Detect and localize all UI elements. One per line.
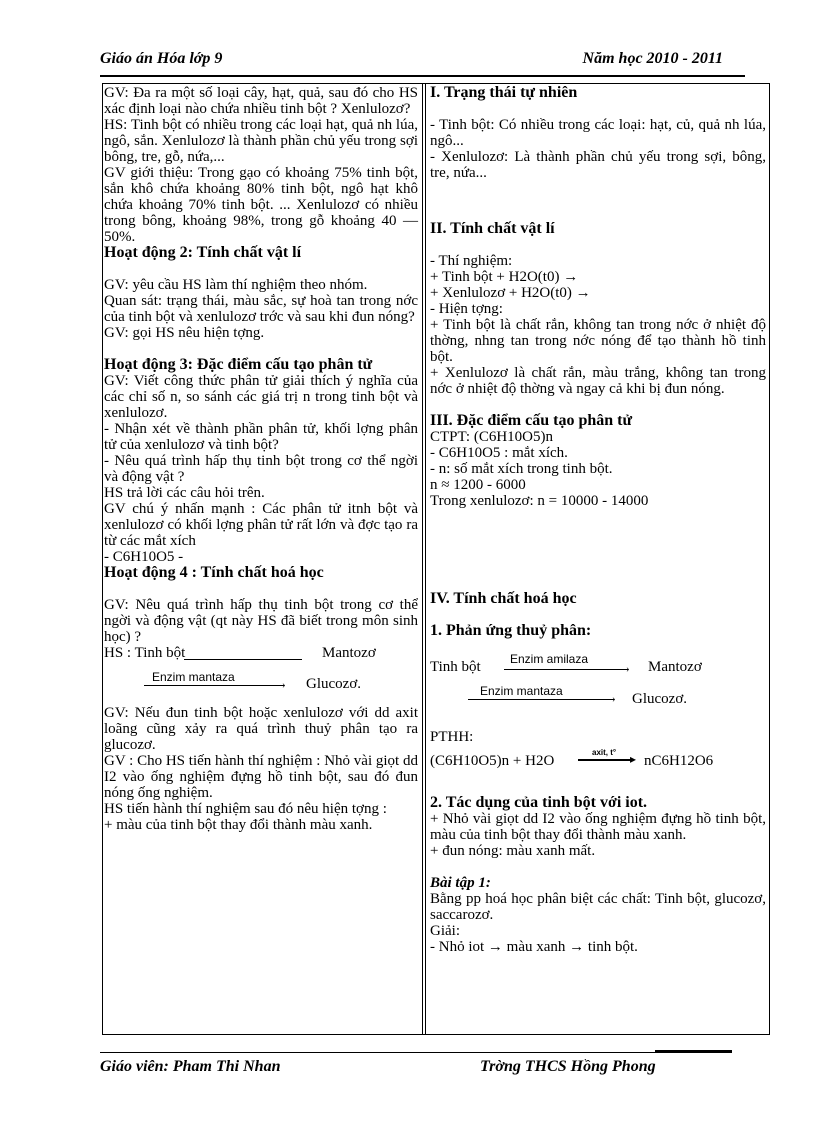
product-label: Mantozơ [648,659,702,675]
reaction-arrow [184,659,302,660]
enzyme-label: Enzim mantaza [480,684,563,698]
paragraph: GV : Cho HS tiến hành thí nghiệm : Nhỏ vài giọt dd I2 vào ống nghiệm đựng hồ tinh bột, sau đó đun nóng ống nghiệm. [104,753,418,801]
reactant-label: Tinh bột [430,659,481,675]
activity-2-title: Hoạt động 2: Tính chất vật lí [104,244,302,261]
paragraph: Bằng pp hoá học phân biệt các chất: Tinh bột, glucozơ, saccarozơ. [430,891,766,923]
page-header [100,50,745,72]
paragraph: - C6H10O5 - [104,549,184,565]
paragraph: GV: Nêu quá trình hấp thụ tinh bột trong cơ thể ngời và động vật (qt này HS đã biết trong môn sinh học) ? [104,597,418,645]
equation-right: nC6H12O6 [644,753,714,769]
section-1-title: I. Trạng thái tự nhiên [430,84,578,101]
content-column [430,85,766,955]
footer-school: Trờng THCS Hồng Phong [480,1058,656,1075]
reaction-row [104,645,418,663]
reaction-arrow [578,759,632,761]
paragraph: CTPT: (C6H10O5)n [430,429,554,445]
column-divider-inner [425,83,426,1035]
reaction-row-2 [104,663,418,697]
paragraph: Quan sát: trạng thái, màu sắc, sự hoà tan trong nớc của tinh bột và xenlulozơ trớc và sau khi đun nóng? [104,293,418,325]
header-year: Năm học 2010 - 2011 [582,50,723,67]
paragraph: + Tinh bột + H2O(t0) → [430,269,579,285]
subsection-hydrolysis: 1. Phản ứng thuỷ phân: [430,622,592,639]
column-divider [422,83,423,1035]
paragraph: + Xenlulozơ + H2O(t0) → [430,285,591,301]
paragraph: GV: Viết công thức phân tử giải thích ý nghĩa của các chỉ số n, so sánh các giá trị n trong tinh bột và xenlulozơ. [104,373,418,421]
equation-left: (C6H10O5)n + H2O [430,753,555,769]
paragraph: + Nhỏ vài giọt dd I2 vào ống nghiệm đựng hồ tinh bột, màu của tinh bột thay đổi thành màu xanh. [430,811,766,843]
condition-icon: axit, t° [592,748,617,757]
footer-teacher: Giáo viên: Pham Thi Nhan [100,1058,281,1075]
section-4-title: IV. Tính chất hoá học [430,590,577,607]
reaction-arrow [468,699,614,700]
paragraph: Giải: [430,923,460,939]
section-2-title: II. Tính chất vật lí [430,220,555,237]
paragraph: - Nhỏ iot → màu xanh → tinh bột. [430,939,638,955]
reaction-arrow [144,685,284,686]
paragraph: - n: số mắt xích trong tinh bột. [430,461,613,477]
hydrolysis-step-1 [430,651,766,677]
footer-rule [100,1052,655,1053]
hydrolysis-step-2 [430,677,766,713]
paragraph: - Xenlulozơ: Là thành phần chủ yếu trong sợi, bông, tre, nứa... [430,149,766,181]
paragraph: - Nhận xét về thành phần phân tử, khối lợng phân tử của xenlulozơ và tinh bột? [104,421,418,453]
footer-rule-thick [655,1050,732,1053]
paragraph: GV: Đa ra một số loại cây, hạt, quả, sau đó cho HS xác định loại nào chứa nhiều tinh bột ? Xenlulozơ? [104,85,418,117]
arrow-head-icon: › [282,679,286,691]
paragraph: - Hiện tợng: [430,301,503,317]
arrow-head-icon: › [612,693,616,705]
header-rule [100,75,745,77]
subsection-iodine: 2. Tác dụng của tinh bột với iot. [430,794,648,811]
paragraph: + màu của tinh bột thay đổi thành màu xanh. [104,817,373,833]
arrow-head-icon: › [626,663,630,675]
reaction-arrow [504,669,628,670]
paragraph: GV: Nếu đun tinh bột hoặc xenlulozơ với dd axit loãng cũng xảy ra quá trình thuỷ phân tạo ra glucozơ. [104,705,418,753]
paragraph: HS: Tinh bột có nhiều trong các loại hạt, quả nh lúa, ngô, sắn. Xenlulozơ là thành phần chủ yếu trong sợi bông, tre, gỗ, nứa,... [104,117,418,165]
paragraph: GV giới thiệu: Trong gạo có khoảng 75% tinh bột, sắn khô chứa khoảng 80% tinh bột, ngô hạt khô chứa khoảng 70% tinh bột. ... Xenlulozơ có nhiều trong bông, khoảng 98%, trong gỗ khoảng 40 — 50%. [104,165,418,245]
reaction-product: Glucozơ. [306,676,361,692]
header-subject: Giáo án Hóa lớp 9 [100,50,223,67]
activity-3-title: Hoạt động 3: Đặc điểm cấu tạo phân tử [104,356,373,373]
hydrolysis-equation [430,745,766,771]
paragraph: GV: gọi HS nêu hiện tợng. [104,325,265,341]
paragraph: GV: yêu cầu HS làm thí nghiệm theo nhóm. [104,277,368,293]
activity-4-title: Hoạt động 4 : Tính chất hoá học [104,564,324,581]
paragraph: - Tinh bột: Có nhiều trong các loại: hạt, củ, quả nh lúa, ngô... [430,117,766,149]
paragraph: - C6H10O5 : mắt xích. [430,445,568,461]
paragraph: + Xenlulozơ là chất rắn, màu trắng, không tan trong nớc ở nhiệt độ thờng và ngay cả khi bị đun nóng. [430,365,766,397]
product-label: Glucozơ. [632,691,687,707]
section-3-title: III. Đặc điểm cấu tạo phân tử [430,412,633,429]
teacher-activities-column [104,85,418,833]
paragraph: + đun nóng: màu xanh mất. [430,843,596,859]
exercise-title: Bài tập 1: [430,875,491,891]
reaction-product: Mantozơ [322,645,376,661]
paragraph: - Thí nghiệm: [430,253,513,269]
enzyme-label: Enzim mantaza [152,670,235,684]
paragraph: + Tinh bột là chất rắn, không tan trong nớc ở nhiệt độ thờng, nhng tan trong nớc nóng để tạo thành hồ tinh bột. [430,317,766,365]
paragraph: GV chú ý nhấn mạnh : Các phân tử itnh bột và xenlulozơ có khối lợng phân tử rất lớn và đợc tạo ra từ các mắt xích [104,501,418,549]
paragraph: n ≈ 1200 - 6000 [430,477,526,493]
paragraph: PTHH: [430,729,474,745]
paragraph: Trong xenlulozơ: n = 10000 - 14000 [430,493,649,509]
paragraph: HS tiến hành thí nghiệm sau đó nêu hiện tợng : [104,801,387,817]
paragraph: HS trả lời các câu hỏi trên. [104,485,265,501]
arrow-head-icon: ▸ [630,752,637,766]
enzyme-label: Enzim amilaza [510,652,589,666]
paragraph: - Nêu quá trình hấp thụ tinh bột trong cơ thể ngời và động vật ? [104,453,418,485]
reaction-start: HS : Tinh bột [104,645,186,661]
